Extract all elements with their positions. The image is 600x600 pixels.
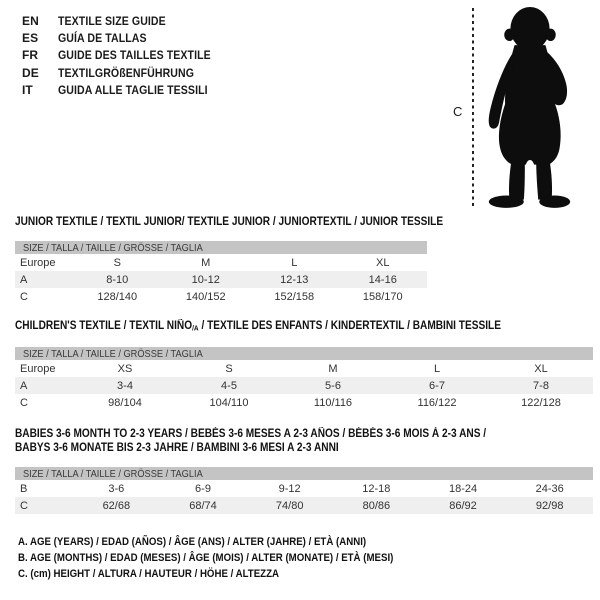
dashed-height-line-icon xyxy=(471,8,475,208)
table-rows xyxy=(15,480,593,514)
table-cell: L xyxy=(291,256,298,269)
language-code: ES xyxy=(22,31,39,46)
table-title xyxy=(15,215,444,229)
baby-silhouette-shape xyxy=(489,7,570,208)
table-cell: 86/92 xyxy=(449,499,477,512)
row-label: C xyxy=(20,499,28,512)
table-cell: 9-12 xyxy=(278,482,301,495)
row-label: C xyxy=(20,396,28,409)
size-header-label: SIZE / TALLA / TAILLE / GRÖSSE / TAGLIA xyxy=(23,347,203,360)
table-rows xyxy=(15,254,427,305)
table-cell: 7-8 xyxy=(533,379,549,392)
table-cell: 18-24 xyxy=(448,482,478,495)
language-label: GUIDA ALLE TAGLIE TESSILI xyxy=(58,83,208,98)
language-list xyxy=(22,12,232,99)
table-cell: 110/116 xyxy=(313,396,353,409)
table-cell: 10-12 xyxy=(191,273,220,286)
footnote-line xyxy=(18,550,445,566)
table-cell: 80/86 xyxy=(362,499,391,512)
row-label: B xyxy=(20,482,28,495)
table-rows xyxy=(15,360,593,411)
row-label: Europe xyxy=(20,362,56,375)
table-cell: 8-10 xyxy=(106,273,129,286)
table-cell: XL xyxy=(376,256,390,269)
table-row xyxy=(15,254,427,271)
row-label: Europe xyxy=(20,256,56,269)
language-row xyxy=(22,47,232,64)
language-label: GUIDE DES TAILLES TEXTILE xyxy=(58,48,211,63)
table-row xyxy=(15,377,593,394)
table-cell: 62/68 xyxy=(102,499,131,512)
language-code: IT xyxy=(22,83,33,98)
table-cell: 3-6 xyxy=(108,482,125,495)
table-cell: S xyxy=(225,362,233,375)
baby-silhouette-icon xyxy=(482,6,578,212)
children-textile-section xyxy=(15,319,593,411)
table-title-segment: / TEXTILE DES ENFANTS / KINDERTEXTIL / BAMBINI TESSILE xyxy=(198,320,501,332)
footnote-line xyxy=(18,566,445,582)
table-title-segment: /A xyxy=(192,323,199,333)
language-code: DE xyxy=(22,65,39,80)
table-cell: 104/110 xyxy=(209,396,249,409)
table-row xyxy=(15,497,593,514)
table-row xyxy=(15,360,593,377)
table-row xyxy=(15,288,427,305)
footnote-line xyxy=(18,534,445,550)
table-cell: XL xyxy=(534,362,548,375)
table-title xyxy=(15,319,593,335)
footnote-text: A. AGE (YEARS) / EDAD (AÑOS) / ÂGE (ANS) / ALTER (JAHRE) / ETÀ (ANNI) xyxy=(18,536,367,548)
table-cell: L xyxy=(433,362,441,375)
table-cell: 74/80 xyxy=(275,499,304,512)
table-title-line xyxy=(15,441,339,455)
table-cell: 158/170 xyxy=(362,290,403,303)
row-label: A xyxy=(20,379,28,392)
footnote-text: C. (cm) HEIGHT / ALTURA / HAUTEUR / HÖHE / ALTEZZA xyxy=(18,568,280,580)
table-cell: 5-6 xyxy=(325,379,341,392)
table-cell: S xyxy=(113,256,121,269)
language-row xyxy=(22,29,232,46)
table-title-segment: BABIES 3-6 MONTH TO 2-3 YEARS / BEBÉS 3-6 MESES A 2-3 AÑOS / BÉBÉS 3-6 MOIS À 2-3 ANS / xyxy=(15,428,487,440)
table-cell: M xyxy=(201,256,211,269)
size-header-label: SIZE / TALLA / TAILLE / GRÖSSE / TAGLIA xyxy=(23,241,203,254)
table-cell: 92/98 xyxy=(535,499,564,512)
table-cell: 24-36 xyxy=(535,482,564,495)
table-cell: 98/104 xyxy=(108,396,142,409)
table-title-line xyxy=(15,427,486,441)
language-label: TEXTILE SIZE GUIDE xyxy=(58,13,166,28)
table-row xyxy=(15,394,593,411)
table-cell: 140/152 xyxy=(185,290,226,303)
table-cell: 14-16 xyxy=(368,273,397,286)
table-cell: 6-7 xyxy=(429,379,445,392)
size-header-bar xyxy=(15,467,593,480)
table-row xyxy=(15,271,427,288)
size-header-label: SIZE / TALLA / TAILLE / GRÖSSE / TAGLIA xyxy=(23,467,203,480)
language-row xyxy=(22,64,232,81)
junior-textile-section xyxy=(15,215,444,305)
table-cell: XS xyxy=(117,362,133,375)
table-title-segment: JUNIOR TEXTILE / TEXTIL JUNIOR/ TEXTILE JUNIOR / JUNIORTEXTIL / JUNIOR TESSILE xyxy=(15,216,444,228)
table-cell: 3-4 xyxy=(117,379,133,392)
babies-textile-section xyxy=(15,427,593,514)
table-row xyxy=(15,480,593,497)
table-cell: 122/128 xyxy=(521,396,561,409)
language-code: EN xyxy=(22,13,39,28)
size-header-bar xyxy=(15,347,593,360)
table-cell: 128/140 xyxy=(97,290,138,303)
language-label: GUÍA DE TALLAS xyxy=(58,31,147,46)
table-cell: 68/74 xyxy=(189,499,217,512)
table-cell: M xyxy=(328,362,338,375)
size-header-bar xyxy=(15,241,427,254)
table-title-line xyxy=(15,319,501,335)
table-cell: 116/122 xyxy=(417,396,457,409)
language-label: TEXTILGRÖßENFÜHRUNG xyxy=(58,65,195,80)
table-cell: 12-18 xyxy=(362,482,391,495)
table-title-line xyxy=(15,215,443,229)
row-label: A xyxy=(20,273,28,286)
language-row xyxy=(22,82,232,99)
language-code: FR xyxy=(22,48,39,63)
row-label: C xyxy=(20,290,28,303)
table-cell: 4-5 xyxy=(221,379,237,392)
height-measure-label: C xyxy=(453,104,463,119)
table-title-segment: BABYS 3-6 MONATE BIS 2-3 JAHRE / BAMBINI 3-6 MESI A 2-3 ANNI xyxy=(15,442,339,454)
table-cell: 152/158 xyxy=(274,290,315,303)
language-row xyxy=(22,12,232,29)
footnote-text: B. AGE (MONTHS) / EDAD (MESES) / ÂGE (MOIS) / ALTER (MONATE) / ETÀ (MESI) xyxy=(18,552,394,564)
footnotes xyxy=(18,534,445,582)
table-cell: 12-13 xyxy=(280,273,309,286)
table-title xyxy=(15,427,593,455)
table-cell: 6-9 xyxy=(195,482,211,495)
table-title-segment: CHILDREN'S TEXTILE / TEXTIL NIÑO xyxy=(15,320,193,332)
